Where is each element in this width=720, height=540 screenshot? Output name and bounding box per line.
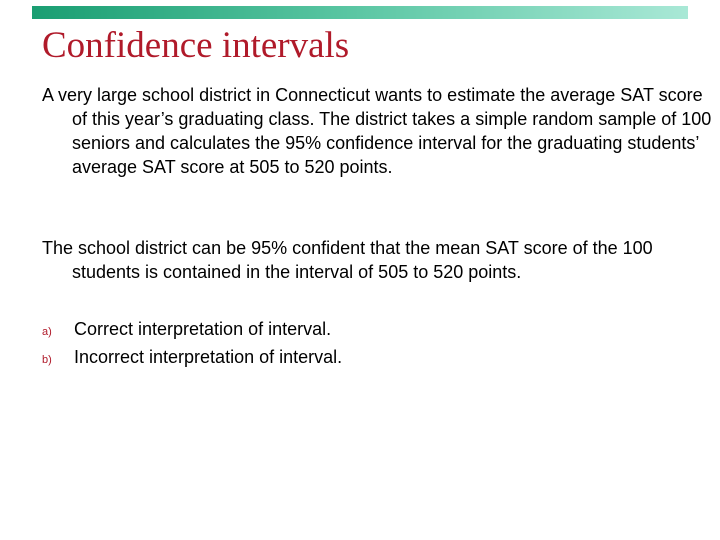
slide-title: Confidence intervals xyxy=(42,25,350,66)
option-text: Correct interpretation of interval. xyxy=(74,319,332,339)
option-marker: a) xyxy=(42,326,52,338)
header-accent-bar xyxy=(32,6,688,19)
scenario-paragraph: A very large school district in Connecticut wants to estimate the average SAT score of this year’s graduating class. The district takes a simple random sample of 100 seniors and calculates the 95% confidence interval for the graduating students’ average SAT score at 505 to 520 points. xyxy=(42,85,712,177)
answer-option-b[interactable] xyxy=(42,345,342,373)
statement-paragraph: The school district can be 95% confident that the mean SAT score of the 100 students is contained in the interval of 505 to 520 points. xyxy=(42,238,653,282)
option-text: Incorrect interpretation of interval. xyxy=(74,347,343,367)
option-marker: b) xyxy=(42,354,52,366)
answer-option-a[interactable] xyxy=(42,317,342,345)
answer-options xyxy=(42,317,342,373)
